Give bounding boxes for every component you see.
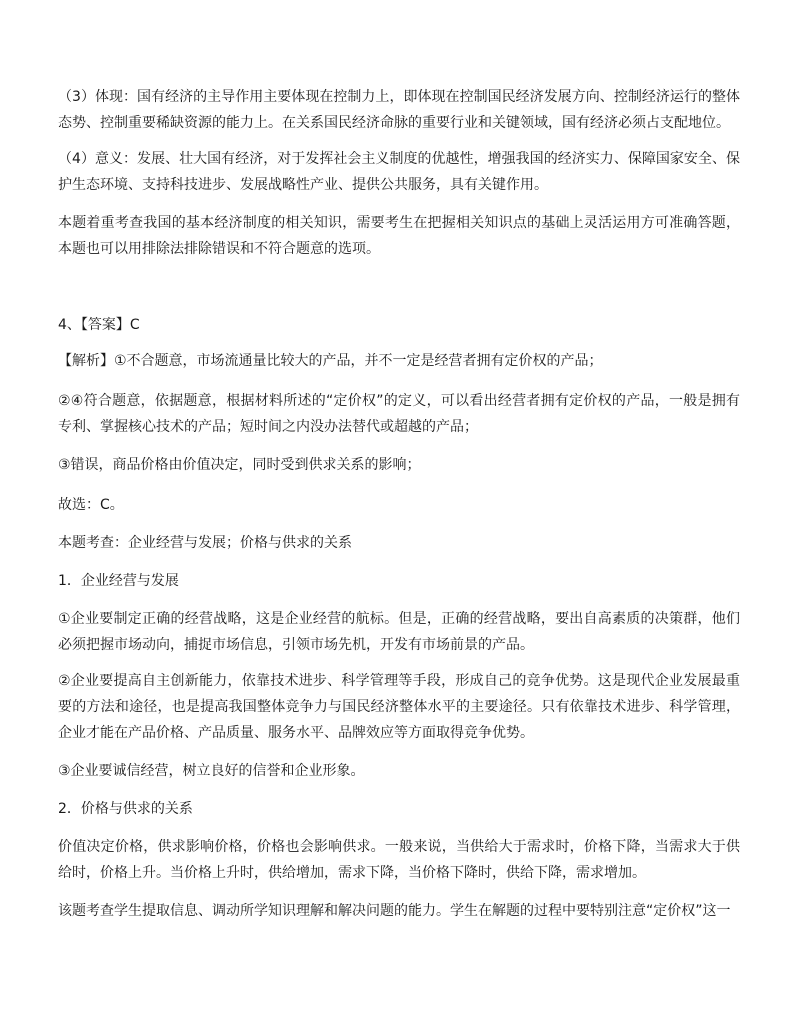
- paragraph-question-summary: 本题着重考查我国的基本经济制度的相关知识，需要考生在把握相关知识点的基础上灵活运用方可准确答题，本题也可以用排除法排除错误和不符合题意的选项。: [58, 215, 740, 257]
- topic-summary: 本题考查：企业经营与发展；价格与供求的关系: [58, 535, 352, 551]
- section-heading-enterprise: 1．企业经营与发展: [58, 573, 179, 589]
- enterprise-point-1: ①企业要制定正确的经营战略，这是企业经营的航标。但是，正确的经营战略，要出自高素质的决策群，他们必须把握市场动向，捕捉市场信息，引领市场先机，开发有市场前景的产品。: [58, 611, 740, 653]
- price-supply-paragraph: 价值决定价格，供求影响价格，价格也会影响供求。一般来说，当供给大于需求时，价格下降，当需求大于供给时，价格上升。当价格上升时，供给增加，需求下降，当价格下降时，供给下降，需求增加。: [58, 839, 740, 881]
- analysis-item-3: ③错误，商品价格由价值决定，同时受到供求关系的影响；: [58, 457, 421, 473]
- paragraph-state-economy-significance: （4）意义：发展、壮大国有经济，对于发挥社会主义制度的优越性，增强我国的经济实力、保障国家安全、保护生态环境、支持科技进步、发展战略性产业、提供公共服务，具有关键作用。: [58, 151, 740, 193]
- section-heading-price: 2．价格与供求的关系: [58, 801, 193, 817]
- answer-heading: 4、【答案】C: [58, 317, 140, 333]
- enterprise-point-2: ②企业要提高自主创新能力，依靠技术进步、科学管理等手段，形成自己的竞争优势。这是现代企业发展最重要的方法和途径，也是提高我国整体竞争力与国民经济整体水平的主要途径。只有依靠技术进步、科学管理，企业才能在产品价格、产品质量、服务水平、品牌效应等方面取得竞争优势。: [58, 673, 740, 741]
- analysis-item-1: 【解析】①不合题意，市场流通量比较大的产品，并不一定是经营者拥有定价权的产品；: [58, 353, 603, 369]
- closing-paragraph: 该题考查学生提取信息、调动所学知识理解和解决问题的能力。学生在解题的过程中要特别注意“定价权”这一: [58, 903, 731, 919]
- analysis-item-2-4: ②④符合题意，依据题意，根据材料所述的“定价权”的定义，可以看出经营者拥有定价权的产品，一般是拥有专利、掌握核心技术的产品；短时间之内没办法替代或超越的产品；: [58, 393, 740, 435]
- enterprise-point-3: ③企业要诚信经营，树立良好的信誉和企业形象。: [58, 763, 365, 779]
- paragraph-state-economy-manifestation: （3）体现：国有经济的主导作用主要体现在控制力上，即体现在控制国民经济发展方向、控制经济运行的整体态势、控制重要稀缺资源的能力上。在关系国民经济命脉的重要行业和关键领域，国有经济必须占支配地位。: [58, 89, 740, 131]
- answer-choice: 故选：C。: [58, 497, 124, 513]
